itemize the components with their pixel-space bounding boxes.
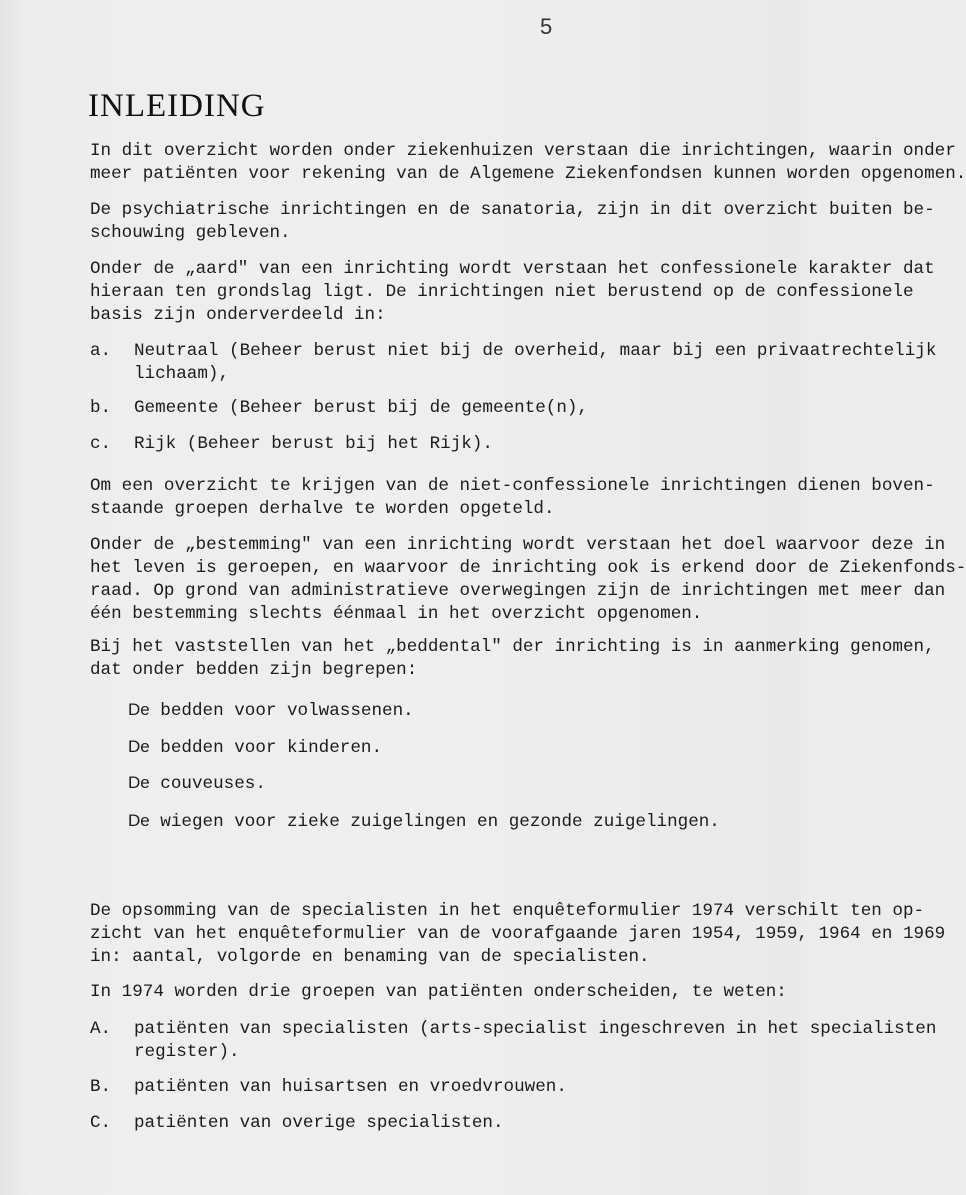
text-line: De opsomming van de specialisten in het enquêteformulier 1974 verschilt ten op- <box>90 901 925 921</box>
paragraph-patient-groups-intro <box>90 981 787 1004</box>
list-prefix: De <box>128 700 150 719</box>
list-letter: C. <box>90 1113 112 1133</box>
text-line: Onder de „bestemming" van een inrichting wordt verstaan het doel waarvoor deze in <box>90 535 946 555</box>
text-line: Bij het vaststellen van het „beddental" der inrichting is in aanmerking genomen, <box>90 637 935 657</box>
list-letter: b. <box>90 398 112 418</box>
list-text: lichaam), <box>134 364 230 384</box>
list-item-incubators <box>128 772 266 796</box>
text-line: hieraan ten grondslag ligt. De inrichtingen niet berustend op de confessionele <box>90 282 914 302</box>
paragraph-bestemming-definition <box>90 534 966 626</box>
text-line: één bestemming slechts éénmaal in het overzicht opgenomen. <box>90 604 703 624</box>
list-text: Gemeente (Beheer berust bij de gemeente(n), <box>134 398 588 418</box>
list-text: patiënten van overige specialisten. <box>134 1113 504 1133</box>
list-letter: B. <box>90 1077 112 1097</box>
text-line: In dit overzicht worden onder ziekenhuizen verstaan die inrichtingen, waarin onder <box>90 141 956 161</box>
list-text: register). <box>134 1042 240 1062</box>
list-letter: a. <box>90 341 112 361</box>
text-line: Onder de „aard" van een inrichting wordt verstaan het confessionele karakter dat <box>90 259 935 279</box>
text-line: In 1974 worden drie groepen van patiënten onderscheiden, te weten: <box>90 982 787 1002</box>
paragraph-beddental-definition <box>90 636 935 682</box>
text-line: meer patiënten voor rekening van de Algemene Ziekenfondsen kunnen worden opgenomen. <box>90 164 966 184</box>
list-text: Neutraal (Beheer berust niet bij de overheid, maar bij een privaatrechtelijk <box>134 341 937 361</box>
text-line: zicht van het enquêteformulier van de voorafgaande jaren 1954, 1959, 1964 en 1969 <box>90 924 946 944</box>
text-line: het leven is geroepen, en waarvoor de inrichting ook is erkend door de Ziekenfonds- <box>90 558 966 578</box>
list-prefix: De <box>128 811 150 830</box>
list-letter: c. <box>90 434 112 454</box>
list-text: bedden voor volwassenen. <box>149 701 414 721</box>
list-item-cradles <box>128 810 720 834</box>
text-line: Om een overzicht te krijgen van de niet-confessionele inrichtingen dienen boven- <box>90 476 935 496</box>
list-text: bedden voor kinderen. <box>149 738 383 758</box>
page-number: 5 <box>540 14 553 39</box>
text-line: staande groepen derhalve te worden opgeteld. <box>90 499 555 519</box>
text-line: in: aantal, volgorde en benaming van de specialisten. <box>90 947 650 967</box>
list-prefix: De <box>128 773 150 792</box>
list-text: couveuses. <box>149 774 266 794</box>
list-prefix: De <box>128 737 150 756</box>
list-item-child-beds <box>128 736 382 760</box>
text-line: basis zijn onderverdeeld in: <box>90 305 386 325</box>
list-letter: A. <box>90 1019 112 1039</box>
paragraph-excluded-institutions <box>90 199 935 245</box>
list-text: patiënten van huisartsen en vroedvrouwen. <box>134 1077 567 1097</box>
paragraph-hospitals-definition <box>90 140 966 186</box>
list-text: wiegen voor zieke zuigelingen en gezonde zuigelingen. <box>149 812 720 832</box>
page-title: INLEIDING <box>88 88 266 124</box>
paragraph-specialists-enumeration <box>90 900 945 969</box>
text-line: raad. Op grond van administratieve overwegingen zijn de inrichtingen met meer dan <box>90 581 946 601</box>
text-line: De psychiatrische inrichtingen en de sanatoria, zijn in dit overzicht buiten be- <box>90 200 935 220</box>
text-line: dat onder bedden zijn begrepen: <box>90 660 418 680</box>
list-item-adult-beds <box>128 699 414 723</box>
list-text: patiënten van specialisten (arts-specialist ingeschreven in het specialisten <box>134 1019 937 1039</box>
paragraph-non-confessional <box>90 475 935 521</box>
list-text: Rijk (Beheer berust bij het Rijk). <box>134 434 493 454</box>
paragraph-aard-definition <box>90 258 935 327</box>
text-line: schouwing gebleven. <box>90 223 291 243</box>
